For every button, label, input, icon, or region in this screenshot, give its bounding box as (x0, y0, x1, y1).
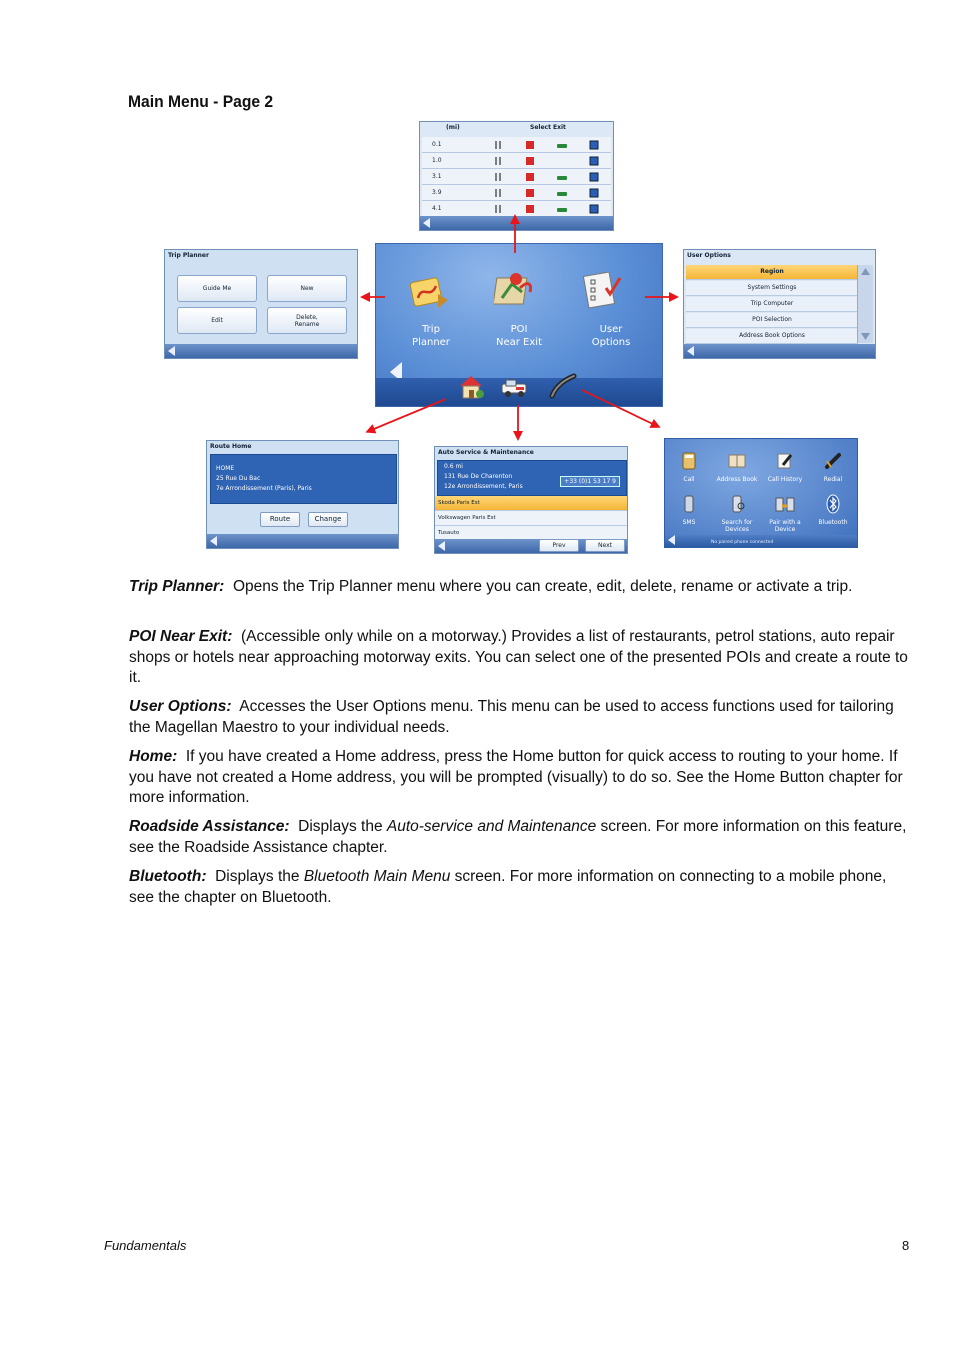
desc-roadside-assistance: Roadside Assistance: Displays the Auto-service and Maintenance screen. For more information on this feature, see the Roadside Assistance chapter. (129, 818, 907, 856)
address-book-icon (727, 451, 747, 471)
back-bar (684, 344, 875, 358)
auto-repair-icon[interactable] (548, 138, 576, 151)
exit-distance: 1.0 (432, 157, 442, 164)
bt-sms[interactable] (665, 494, 713, 526)
option-address-book-options[interactable]: Address Book Options (686, 329, 858, 344)
restaurant-icon[interactable] (484, 186, 512, 199)
call-history-icon (775, 451, 795, 471)
bt-bluetooth[interactable] (809, 494, 857, 526)
scrollbar[interactable] (857, 265, 873, 343)
bt-redial-label: Redial (823, 476, 843, 483)
bt-status-text: No paired phone connected (711, 540, 774, 545)
back-arrow-icon[interactable] (168, 346, 175, 356)
auto-service-title: Auto Service & Maintenance (438, 449, 534, 456)
back-bar (420, 216, 613, 230)
restaurant-icon[interactable] (484, 170, 512, 183)
fuel-icon[interactable] (516, 138, 544, 151)
poi-distance: 0.6 mi (444, 463, 463, 470)
exit-distance: 3.1 (432, 173, 442, 180)
trip-planner-title: Trip Planner (168, 252, 209, 259)
hotel-icon[interactable] (580, 186, 608, 199)
auto-repair-icon[interactable] (548, 186, 576, 199)
bt-call-history-label: Call History (767, 476, 803, 483)
home-street: 25 Rue Du Bac (216, 475, 261, 482)
bluetooth-screen (664, 438, 858, 548)
bt-bluetooth-label: Bluetooth (818, 519, 848, 526)
prev-button[interactable]: Prev (539, 539, 579, 552)
option-system-settings[interactable]: System Settings (686, 281, 858, 296)
back-arrow-icon[interactable] (668, 535, 675, 545)
exit-row[interactable] (422, 185, 611, 201)
term: POI Near Exit: (129, 628, 233, 645)
bluetooth-icon (823, 494, 843, 514)
desc-text: Accesses the User Options menu. This menu can be used to access functions used for tailoring the Magellan Maestro to your individual needs. (129, 698, 894, 736)
term: Roadside Assistance: (129, 818, 290, 835)
term: Bluetooth: (129, 868, 207, 885)
option-trip-computer[interactable]: Trip Computer (686, 297, 858, 312)
user-options-title: User Options (687, 252, 731, 259)
desc-home (129, 747, 909, 809)
bt-sms-label: SMS (682, 519, 696, 526)
fuel-icon[interactable] (516, 154, 544, 167)
bt-pair-device[interactable] (761, 494, 809, 533)
delete-rename-button[interactable]: Delete, Rename (267, 307, 347, 334)
edit-trip-button[interactable]: Edit (177, 307, 257, 334)
bt-call-label: Call (683, 476, 695, 483)
hotel-icon[interactable] (580, 202, 608, 215)
poi-list-item[interactable]: Tusauto (435, 526, 627, 541)
poi-address-2: 12e Arrondissement, Paris (444, 483, 523, 490)
term: Trip Planner: (129, 578, 225, 595)
exit-row[interactable] (422, 169, 611, 185)
main-menu-screen (375, 243, 663, 407)
desc-text: (Accessible only while on a motorway.) Provides a list of restaurants, petrol stations, auto repair shops or hotels near approaching motorway exits. You can select one of the presented POIs and create a route to it. (129, 628, 908, 686)
new-trip-button[interactable]: New (267, 275, 347, 302)
auto-repair-icon[interactable] (548, 202, 576, 215)
bt-search-devices-label: Search for Devices (721, 519, 753, 533)
exit-distance: 4.1 (432, 205, 442, 212)
term: User Options: (129, 698, 232, 715)
bt-call-history[interactable] (761, 451, 809, 483)
section-heading: Main Menu - Page 2 (128, 92, 274, 111)
exit-row[interactable] (422, 137, 611, 153)
restaurant-icon[interactable] (484, 202, 512, 215)
back-arrow-icon[interactable] (687, 346, 694, 356)
page-number: 8 (902, 1238, 910, 1253)
bluetooth-phone-icon[interactable] (548, 372, 578, 400)
hotel-icon[interactable] (580, 154, 608, 167)
desc-poi-near-exit (129, 627, 909, 689)
fuel-icon[interactable] (516, 170, 544, 183)
poi-near-exit-label: POI Near Exit (496, 324, 542, 348)
restaurant-icon[interactable] (484, 138, 512, 151)
back-bar (207, 534, 398, 548)
bt-search-devices[interactable] (713, 494, 761, 533)
screen-name: Auto-service and Maintenance (386, 818, 597, 835)
home-label: HOME (216, 465, 235, 472)
hotel-icon[interactable] (580, 138, 608, 151)
fuel-icon[interactable] (516, 186, 544, 199)
bt-redial[interactable] (809, 451, 857, 483)
bt-address-book-label: Address Book (716, 476, 758, 483)
auto-service-screen (434, 446, 628, 554)
selected-poi-box (437, 460, 627, 496)
poi-near-exit-icon[interactable] (494, 270, 536, 308)
restaurant-icon[interactable] (484, 154, 512, 167)
route-button[interactable]: Route (260, 512, 300, 527)
poi-list-item[interactable]: Skoda Paris Est (435, 496, 627, 511)
back-bar (435, 539, 627, 553)
back-arrow-icon[interactable] (423, 218, 430, 228)
screen-name: Bluetooth Main Menu (303, 868, 451, 885)
auto-repair-icon[interactable] (548, 154, 576, 167)
desc-text: If you have created a Home address, press the Home button for quick access to routing to your home. If you have not created a Home address, you will be prompted (visually) to do so. See the Home Button chapter for more information. (129, 748, 903, 806)
search-devices-icon (727, 494, 747, 514)
change-button[interactable]: Change (308, 512, 348, 527)
next-button[interactable]: Next (585, 539, 625, 552)
user-options-icon[interactable] (582, 272, 624, 310)
option-poi-selection[interactable]: POI Selection (686, 313, 858, 328)
poi-phone[interactable]: +33 (0)1 53 17 9 (560, 476, 620, 487)
bt-address-book[interactable] (713, 451, 761, 483)
pair-device-icon (775, 494, 795, 514)
desc-trip-planner (129, 577, 909, 598)
hotel-icon[interactable] (580, 170, 608, 183)
home-icon[interactable] (456, 372, 486, 400)
exit-row[interactable] (422, 201, 611, 217)
bt-pair-device-label: Pair with a Device (769, 519, 801, 533)
trip-planner-screen (164, 249, 358, 359)
auto-repair-icon[interactable] (548, 170, 576, 183)
poi-address-1: 131 Rue De Charenton (444, 473, 513, 480)
option-region[interactable]: Region (686, 265, 858, 280)
desc-user-options (129, 697, 909, 738)
exit-distance: 0.1 (432, 141, 442, 148)
term: Home: (129, 748, 178, 765)
distance-unit-label: (mi) (446, 124, 460, 131)
redial-icon (823, 451, 843, 471)
route-home-screen (206, 440, 399, 549)
footer-section: Fundamentals (104, 1238, 187, 1253)
keypad-icon (679, 451, 699, 471)
roadside-assistance-icon[interactable] (500, 372, 530, 400)
exit-distance: 3.9 (432, 189, 442, 196)
desc-bluetooth: Bluetooth: Displays the Bluetooth Main Menu screen. For more information on connecting to a mobile phone, see the chapter on Bluetooth. (129, 868, 887, 906)
fuel-icon[interactable] (516, 202, 544, 215)
home-address-box (210, 454, 397, 504)
back-arrow-icon[interactable] (210, 536, 217, 546)
trip-planner-label: Trip Planner (412, 324, 450, 348)
home-city: 7e Arrondissement (Paris), Paris (216, 485, 312, 492)
back-bar (165, 344, 357, 358)
exit-row[interactable] (422, 153, 611, 169)
user-options-screen (683, 249, 876, 359)
trip-planner-icon[interactable] (408, 274, 450, 312)
back-arrow-icon[interactable] (438, 541, 445, 551)
desc-text: Opens the Trip Planner menu where you can create, edit, delete, rename or activate a trip. (232, 578, 853, 595)
select-exit-screen (419, 121, 614, 231)
sms-icon (679, 494, 699, 514)
route-home-title: Route Home (210, 443, 252, 450)
guide-me-button[interactable]: Guide Me (177, 275, 257, 302)
poi-list-item[interactable]: Volkswagen Paris Est (435, 511, 627, 526)
select-exit-title: Select Exit (530, 124, 566, 131)
bt-call[interactable] (665, 451, 713, 483)
user-options-label: User Options (591, 324, 631, 348)
